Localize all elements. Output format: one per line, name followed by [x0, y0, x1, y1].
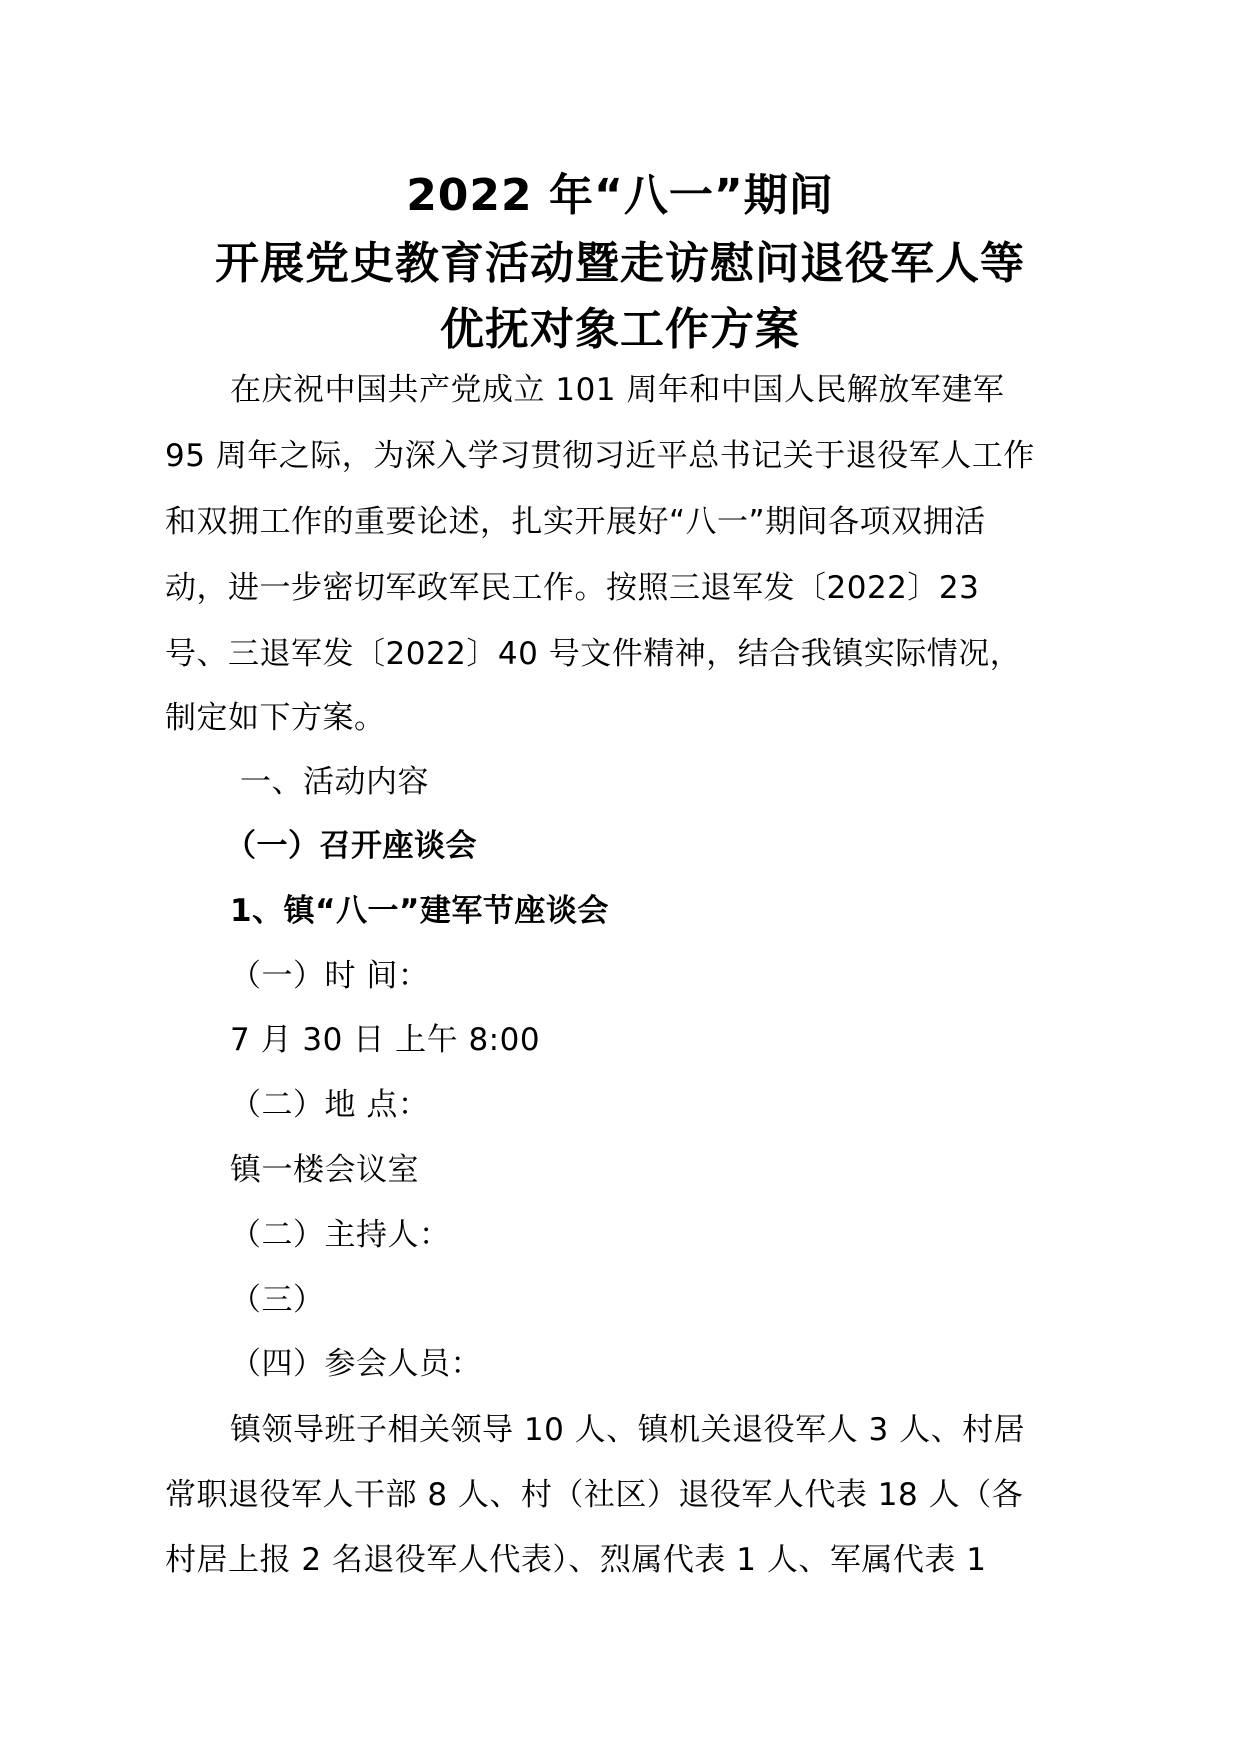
subsection-heading: （一）召开座谈会 — [225, 828, 477, 864]
item-heading: 1、镇“八一”建军节座谈会 — [230, 893, 609, 929]
host-label: （二）主持人： — [230, 1217, 451, 1253]
intro-line-3: 和双拥工作的重要论述，扎实开展好“八一”期间各项双拥活 — [165, 504, 986, 540]
intro-line-4: 动，进一步密切军政军民工作。按照三退军发〔2022〕23 — [165, 570, 980, 606]
attendees-line-2: 常职退役军人干部 8 人、村（社区）退役军人代表 18 人（各 — [165, 1477, 1024, 1513]
place-value: 镇一楼会议室 — [230, 1152, 419, 1188]
title-line-2: 开展党史教育活动暨走访慰问退役军人等 — [215, 238, 1025, 289]
attendees-line-3: 村居上报 2 名退役军人代表）、烈属代表 1 人、军属代表 1 — [165, 1542, 987, 1578]
attendees-line-1: 镇领导班子相关领导 10 人、镇机关退役军人 3 人、村居 — [230, 1412, 1026, 1448]
intro-line-5: 号、三退军发〔2022〕40 号文件精神，结合我镇实际情况， — [165, 636, 1022, 672]
place-label: （二）地 点： — [230, 1087, 430, 1123]
time-value: 7 月 30 日 上午 8:00 — [230, 1022, 541, 1058]
attendees-label: （四）参会人员： — [230, 1346, 482, 1382]
intro-line-1: 在庆祝中国共产党成立 101 周年和中国人民解放军建军 — [230, 372, 1005, 408]
intro-line-6: 制定如下方案。 — [165, 700, 386, 736]
title-line-1: 2022 年“八一”期间 — [406, 170, 834, 221]
section-heading: 一、活动内容 — [240, 764, 429, 800]
intro-line-2: 95 周年之际，为深入学习贯彻习近平总书记关于退役军人工作 — [165, 438, 1035, 474]
item-three-label: （三） — [230, 1282, 325, 1318]
title-line-3: 优抚对象工作方案 — [440, 304, 800, 355]
time-label: （一）时 间： — [230, 958, 430, 994]
